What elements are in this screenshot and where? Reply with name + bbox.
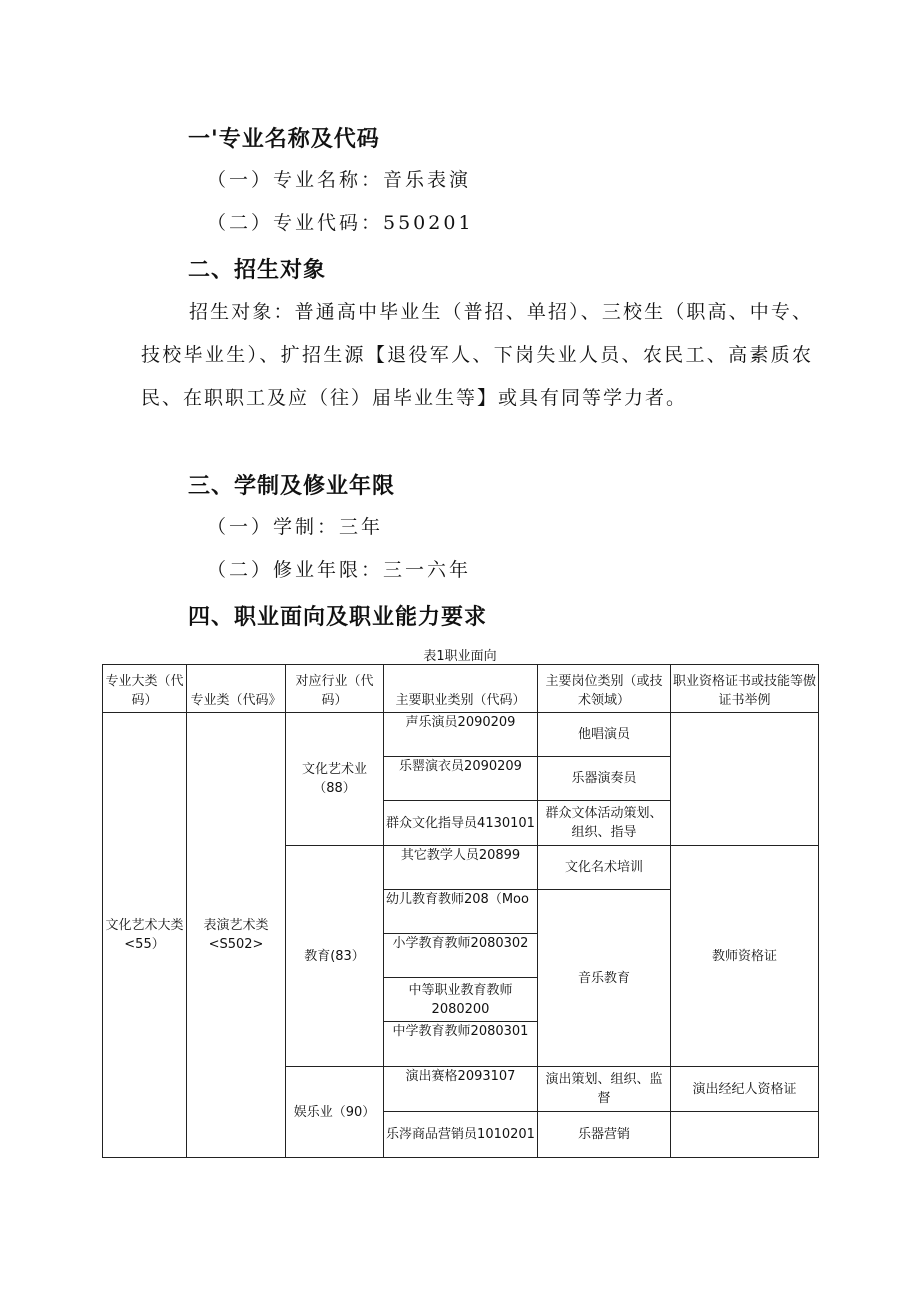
header-certificate: 职业资格证书或技能等傲证书举例	[671, 665, 819, 713]
career-orientation-table	[102, 664, 819, 1158]
major-name-line: （一）专业名称：音乐表演	[207, 169, 472, 191]
occupation-cell: 演出赛格2093107	[384, 1067, 538, 1112]
certificate-empty-cell	[671, 713, 819, 846]
header-major-class: 专业类（代码》	[187, 665, 286, 713]
certificate-agent-cell: 演出经纪人资格证	[671, 1067, 819, 1112]
position-culture-training-cell: 文化名术培训	[538, 846, 671, 890]
position-mass-culture-cell: 群众文体活动策划、组织、指导	[538, 801, 671, 846]
header-occupation: 主要职业类别（代码）	[384, 665, 538, 713]
header-position: 主要岗位类别（或技术领域）	[538, 665, 671, 713]
industry-education-cell: 教育(83）	[286, 846, 384, 1067]
major-class-cell: 表演艺术类<S502>	[187, 713, 286, 1158]
table-row	[103, 713, 819, 757]
major-category-cell: 文化艺术大类<55）	[103, 713, 187, 1158]
section-1-heading: 一'专业名称及代码	[188, 127, 380, 152]
occupation-cell: 乐涔商品营销员1010201	[384, 1112, 538, 1158]
occupation-cell: 幼儿教育教师208（Moo	[384, 890, 538, 934]
occupation-cell: 声乐演员2090209	[384, 713, 538, 757]
position-singer-cell: 他唱演员	[538, 713, 671, 757]
table-header-row	[103, 665, 819, 713]
section-2-heading: 二、招生对象	[188, 258, 327, 283]
occupation-cell: 群众文化指导员4130101	[384, 801, 538, 846]
study-system-line: （一）学制：三年	[207, 516, 384, 538]
occupation-cell: 乐罂演衣员2090209	[384, 757, 538, 801]
position-instrument-marketing-cell: 乐器营销	[538, 1112, 671, 1158]
occupation-cell: 其它教学人员20899	[384, 846, 538, 890]
header-major-category: 专业大类（代码）	[103, 665, 187, 713]
position-music-education-cell: 音乐教育	[538, 890, 671, 1067]
certificate-empty-cell	[671, 1112, 819, 1158]
occupation-cell: 小学教育教师2080302	[384, 934, 538, 978]
position-performance-planning-cell: 演出策划、组织、监督	[538, 1067, 671, 1112]
industry-culture-cell: 文化艺术业（88）	[286, 713, 384, 846]
section-4-heading: 四、职业面向及职业能力要求	[188, 605, 488, 630]
header-industry: 对应行业（代码）	[286, 665, 384, 713]
industry-entertainment-cell: 娱乐业（90）	[286, 1067, 384, 1158]
major-code-line: （二）专业代码：550201	[207, 212, 474, 234]
certificate-teacher-cell: 教师资格证	[671, 846, 819, 1067]
position-instrumentalist-cell: 乐器演奏员	[538, 757, 671, 801]
study-years-line: （二）修业年限：三一六年	[207, 559, 472, 581]
table-caption: 表1职业面向	[423, 649, 497, 664]
enrollment-paragraph: 招生对象：普通高中毕业生（普招、单招）、三校生（职高、中专、技校毕业生）、扩招生源【退役军人、下岗失业人员、农民工、高素质农民、在职职工及应（往）届毕业生等】或具有同等学力者。	[141, 301, 813, 409]
section-3-heading: 三、学制及修业年限	[188, 474, 396, 499]
occupation-cell: 中学教育教师2080301	[384, 1022, 538, 1067]
occupation-cell: 中等职业教育教师2080200	[384, 978, 538, 1022]
